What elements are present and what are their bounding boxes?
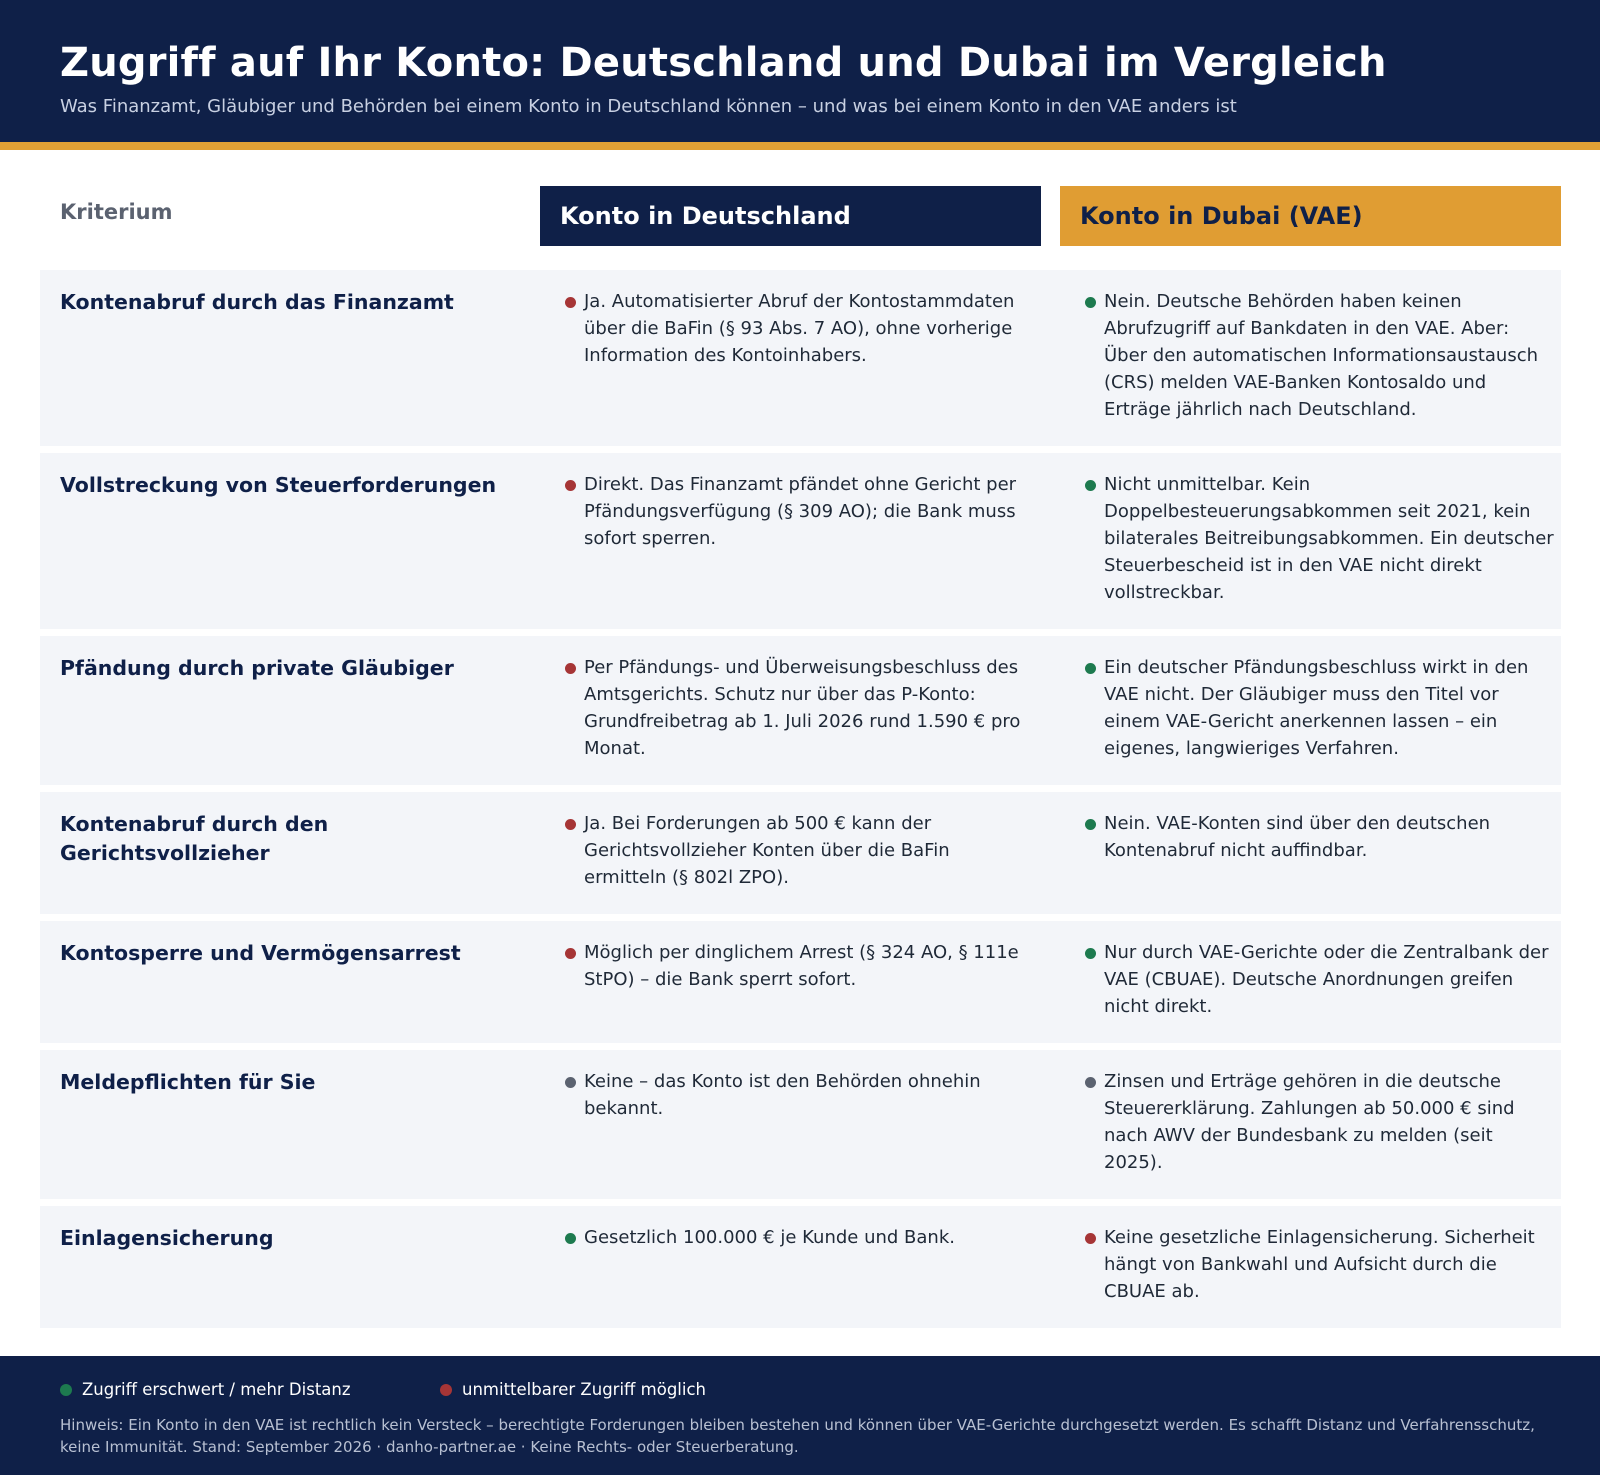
column-header-dubai: Konto in Dubai (VAE) [1060, 186, 1561, 246]
page-footer [0, 1356, 1600, 1475]
legend-red-dot-icon [440, 1384, 452, 1396]
row-criterion: Pfändung durch private Gläubiger [60, 656, 454, 680]
table-row [40, 1206, 1561, 1328]
dubai-cell-text: Ein deutscher Pfändungsbeschluss wirkt in den VAE nicht. Der Gläubiger muss den Titel vor einem VAE-Gericht anerkennen lassen – ein eigenes, langwieriges Verfahren. [1104, 657, 1529, 759]
status-dot-red-icon [565, 480, 576, 491]
germany-cell [565, 939, 1035, 993]
germany-cell-text: Keine – das Konto ist den Behörden ohnehin bekannt. [584, 1071, 981, 1119]
legend-red-label: unmittelbarer Zugriff möglich [462, 1380, 706, 1399]
status-dot-red-icon [1085, 1233, 1096, 1244]
status-dot-red-icon [565, 948, 576, 959]
germany-cell [565, 1068, 1035, 1122]
dubai-cell [1085, 939, 1555, 1020]
dubai-cell [1085, 1224, 1555, 1305]
germany-cell [565, 288, 1035, 369]
dubai-cell-text: Keine gesetzliche Einlagensicherung. Sicherheit hängt von Bankwahl und Aufsicht durch die CBUAE ab. [1104, 1227, 1535, 1302]
germany-cell-text: Ja. Automatisierter Abruf der Kontostammdaten über die BaFin (§ 93 Abs. 7 AO), ohne vorherige Information des Kontoinhabers. [584, 291, 1015, 366]
legend-green-label: Zugriff erschwert / mehr Distanz [82, 1380, 351, 1399]
germany-cell [565, 810, 1035, 891]
dubai-cell-text: Nicht unmittelbar. Kein Doppelbesteuerungsabkommen seit 2021, kein bilaterales Beitreibungsabkommen. Ein deutscher Steuerbescheid ist in den VAE nicht direkt vollstreckbar. [1104, 474, 1554, 603]
row-criterion: Kontosperre und Vermögensarrest [60, 941, 461, 965]
row-criterion: Meldepflichten für Sie [60, 1070, 316, 1094]
germany-cell-text: Ja. Bei Forderungen ab 500 € kann der Gerichtsvollzieher Konten über die BaFin ermitteln (§ 802l ZPO). [584, 813, 950, 888]
status-dot-green-icon [1085, 297, 1096, 308]
dubai-cell [1085, 1068, 1555, 1176]
status-dot-green-icon [1085, 480, 1096, 491]
legend-green-dot-icon [60, 1384, 72, 1396]
dubai-cell [1085, 288, 1555, 423]
page-subtitle: Was Finanzamt, Gläubiger und Behörden bei einem Konto in Deutschland können – und was bei einem Konto in den VAE anders ist [60, 96, 1237, 117]
page-header [0, 0, 1600, 150]
status-dot-green-icon [1085, 948, 1096, 959]
footer-note: Hinweis: Ein Konto in den VAE ist rechtlich kein Versteck – berechtigte Forderungen bleiben bestehen und können über VAE-Gerichte durchgesetzt werden. Es schafft Distanz und Verfahrensschutz, keine Immunität. Stand: September 2026 · danho-partner.ae · Keine Rechts- oder Steuerberatung. [60, 1416, 1535, 1456]
legend-item-green [60, 1380, 351, 1399]
status-dot-red-icon [565, 663, 576, 674]
dubai-cell-text: Nur durch VAE-Gerichte oder die Zentralbank der VAE (CBUAE). Deutsche Anordnungen greifen nicht direkt. [1104, 942, 1549, 1017]
column-header-germany: Konto in Deutschland [540, 186, 1041, 246]
germany-cell [565, 1224, 1035, 1251]
status-dot-red-icon [565, 297, 576, 308]
dubai-cell-text: Zinsen und Erträge gehören in die deutsche Steuererklärung. Zahlungen ab 50.000 € sind nach AWV der Bundesbank zu melden (seit 2025). [1104, 1071, 1515, 1173]
germany-cell-text: Per Pfändungs- und Überweisungsbeschluss des Amtsgerichts. Schutz nur über das P-Konto: Grundfreibetrag ab 1. Juli 2026 rund 1.590 € pro Monat. [584, 657, 1021, 759]
table-row [40, 921, 1561, 1043]
row-criterion: Einlagensicherung [60, 1226, 274, 1250]
row-criterion: Kontenabruf durch den Gerichtsvollzieher [60, 812, 329, 865]
table-row [40, 636, 1561, 785]
status-dot-green-icon [1085, 663, 1096, 674]
dubai-cell [1085, 810, 1555, 864]
page-title: Zugriff auf Ihr Konto: Deutschland und Dubai im Vergleich [60, 40, 1387, 86]
dubai-cell [1085, 471, 1555, 606]
dubai-cell [1085, 654, 1555, 762]
legend-item-red [440, 1380, 706, 1399]
germany-cell-text: Direkt. Das Finanzamt pfändet ohne Gericht per Pfändungsverfügung (§ 309 AO); die Bank muss sofort sperren. [584, 474, 1017, 549]
column-header-criterion: Kriterium [60, 200, 173, 224]
row-criterion: Kontenabruf durch das Finanzamt [60, 290, 454, 314]
status-dot-green-icon [1085, 819, 1096, 830]
row-criterion: Vollstreckung von Steuerforderungen [60, 473, 497, 497]
table-row [40, 792, 1561, 914]
status-dot-gray-icon [565, 1077, 576, 1088]
table-row [40, 1050, 1561, 1199]
germany-cell [565, 471, 1035, 552]
status-dot-red-icon [565, 819, 576, 830]
dubai-cell-text: Nein. Deutsche Behörden haben keinen Abrufzugriff auf Bankdaten in den VAE. Aber: Über den automatischen Informationsaustausch (CRS) melden VAE-Banken Kontosaldo und Erträge jährlich nach Deutschland. [1104, 291, 1539, 420]
germany-cell [565, 654, 1035, 762]
dubai-cell-text: Nein. VAE-Konten sind über den deutschen Kontenabruf nicht auffindbar. [1104, 813, 1491, 861]
table-row [40, 453, 1561, 629]
table-row [40, 270, 1561, 446]
germany-cell-text: Gesetzlich 100.000 € je Kunde und Bank. [584, 1227, 955, 1248]
status-dot-gray-icon [1085, 1077, 1096, 1088]
germany-cell-text: Möglich per dinglichem Arrest (§ 324 AO, § 111e StPO) – die Bank sperrt sofort. [584, 942, 1019, 990]
status-dot-green-icon [565, 1233, 576, 1244]
